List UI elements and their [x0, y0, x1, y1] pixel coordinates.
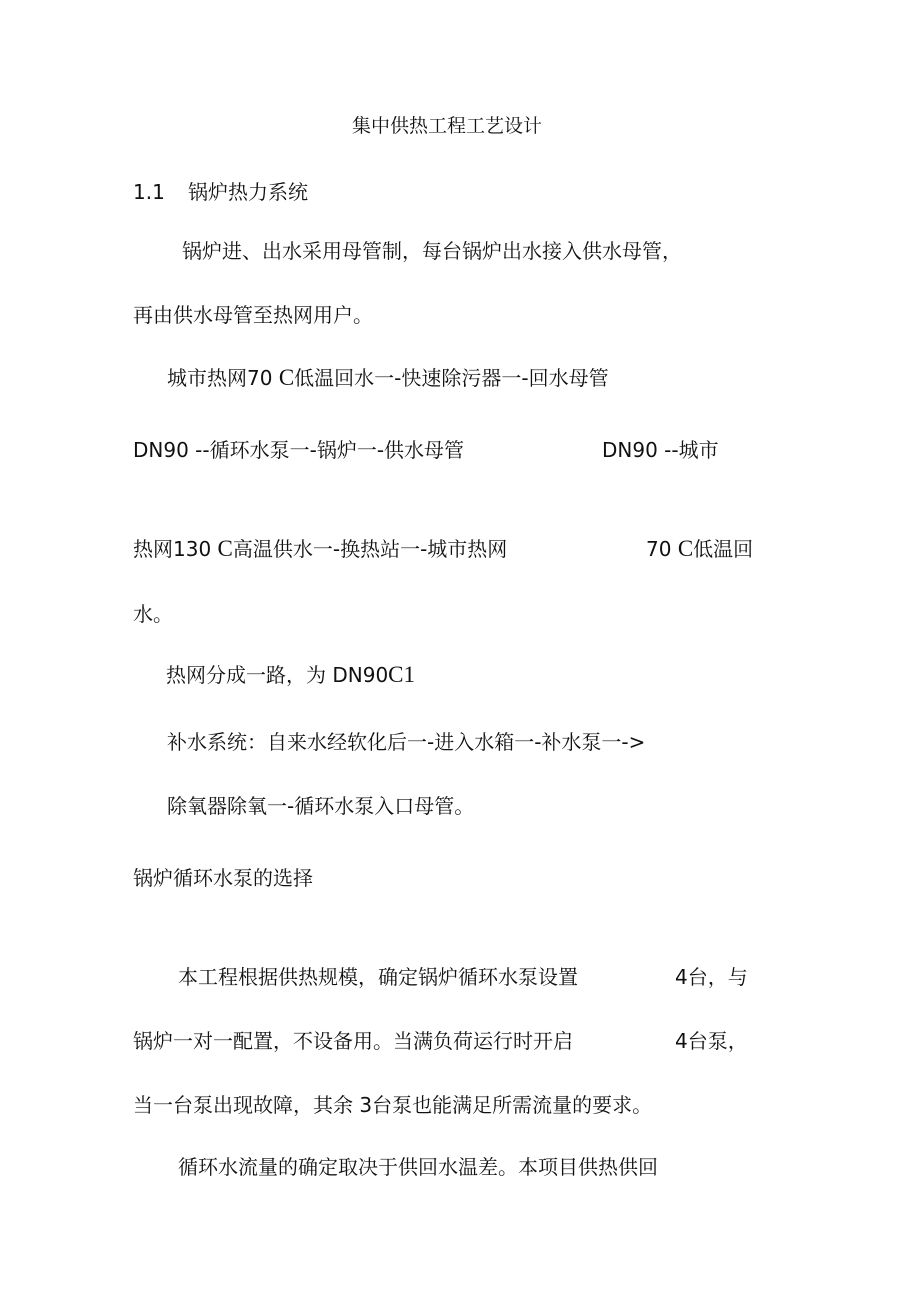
- paragraph-line: 水。: [133, 602, 173, 626]
- paragraph-line: 除氧器除氧一-循环水泵入口母管。: [167, 794, 475, 818]
- document-title: 集中供热工程工艺设计: [352, 115, 543, 137]
- celsius-symbol: C: [217, 536, 233, 561]
- text-run: 低温回水一-快速除污器一-回水母管: [294, 366, 609, 390]
- text-run: 低温回: [693, 537, 754, 561]
- paragraph-line: 锅炉一对一配置，不设备用。当满负荷运行时开启: [133, 1029, 573, 1053]
- paragraph-line: 本工程根据供热规模，确定锅炉循环水泵设置: [178, 965, 578, 989]
- paragraph-line: [646, 537, 753, 561]
- paragraph-line: 锅炉进、出水采用母管制，每台锅炉出水接入供水母管，: [182, 239, 682, 263]
- subheading: 锅炉循环水泵的选择: [133, 866, 313, 890]
- text-run: 热网130: [133, 537, 218, 561]
- text-run: 城市热网70: [167, 366, 279, 390]
- paragraph-line: DN90 --循环水泵一-锅炉一-供水母管: [133, 438, 465, 462]
- text-run: 高温供水一-换热站一-城市热网: [232, 537, 508, 561]
- paragraph-line: 再由供水母管至热网用户。: [133, 303, 373, 327]
- paragraph-line: [166, 663, 415, 687]
- celsius-symbol: C: [677, 536, 694, 561]
- paragraph-line: 补水系统：自来水经软化后一-进入水箱一-补水泵一->: [167, 730, 646, 754]
- text-run: C1: [388, 662, 416, 687]
- section-title: 锅炉热力系统: [188, 180, 308, 204]
- paragraph-line: 4台泵，: [675, 1029, 748, 1053]
- paragraph-line: 当一台泵出现故障，其余 3台泵也能满足所需流量的要求。: [133, 1093, 653, 1117]
- paragraph-line: [133, 537, 507, 561]
- paragraph-line: DN90 --城市: [602, 438, 719, 462]
- section-number: 1.1: [133, 180, 165, 204]
- paragraph-line: 4台，与: [675, 965, 748, 989]
- celsius-symbol: C: [278, 365, 295, 390]
- paragraph-line: [167, 366, 609, 390]
- text-run: 70: [646, 537, 678, 561]
- text-run: 热网分成一路，为 DN90: [166, 663, 389, 687]
- paragraph-line: 循环水流量的确定取决于供回水温差。本项目供热供回: [178, 1155, 658, 1179]
